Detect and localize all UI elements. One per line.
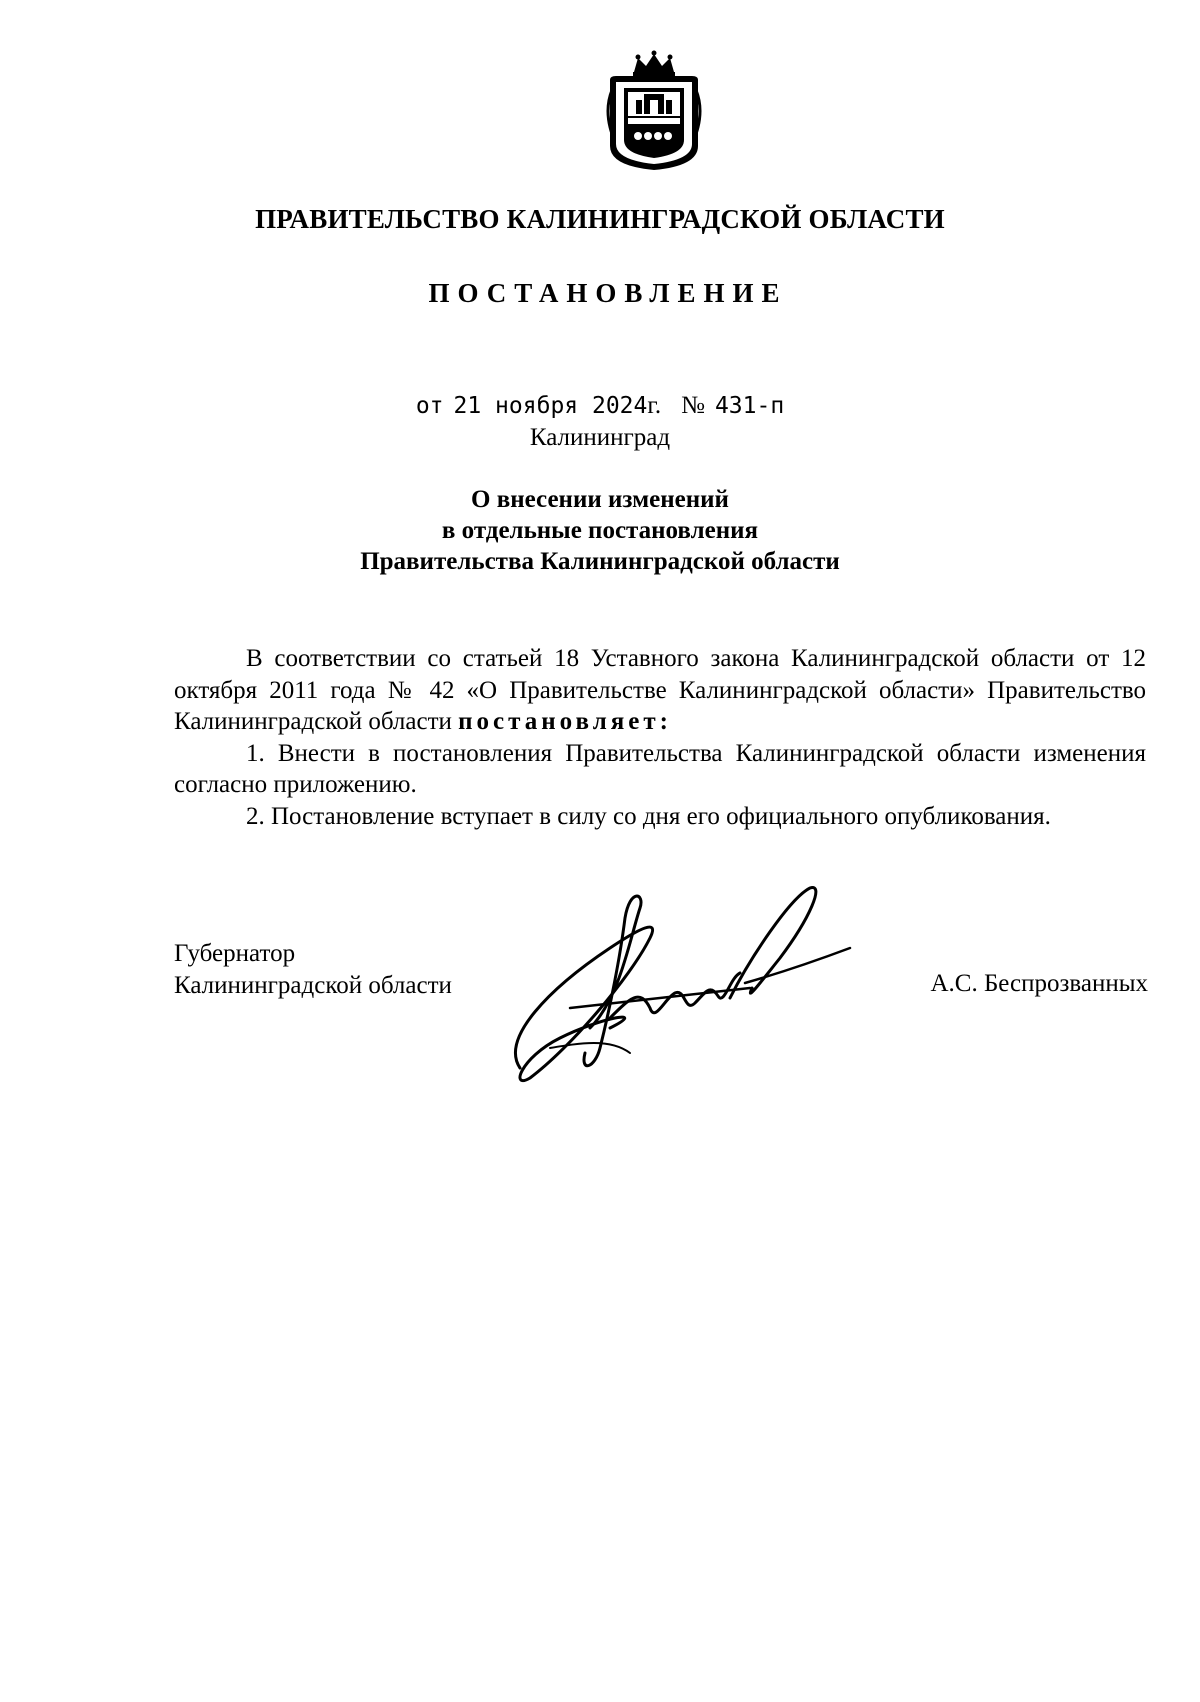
resolves-word: постановляет: (458, 708, 672, 735)
subject-line: О внесении изменений (471, 486, 729, 513)
document-subject (0, 484, 1200, 577)
position-line: Калининградской области (174, 972, 452, 999)
document-number: 431-п (714, 393, 785, 419)
coat-of-arms-icon (600, 50, 708, 172)
signatory-position (174, 938, 452, 1002)
organization-title: ПРАВИТЕЛЬСТВО КАЛИНИНГРАДСКОЙ ОБЛАСТИ (255, 204, 945, 234)
year-suffix: г. (647, 392, 662, 419)
position-line: Губернатор (174, 940, 296, 967)
date-prefix: от (415, 393, 444, 419)
signatory-name: А.С. Беспрозванных (930, 970, 1148, 997)
preamble-text: В соответствии со статьей 18 Уставного закона Калининградской области от 12 октября 2011 года № 42 «О Правительстве Калининградской области» Правительство Калининградской области (174, 645, 1146, 735)
body-paragraph-item-1: 1. Внести в постановления Правительства Калининградской области изменения согласно приложению. (174, 739, 1146, 798)
body-paragraph-preamble (174, 643, 1146, 738)
city-name: Калининград (529, 424, 671, 451)
document-type-title: ПОСТАНОВЛЕНИЕ (428, 278, 788, 308)
number-sign: № (681, 392, 705, 419)
document-date: 21 ноября 2024 (453, 393, 648, 419)
document-body (174, 643, 1146, 832)
subject-line: в отдельные постановления (441, 517, 759, 544)
subject-line: Правительства Калининградской области (360, 548, 840, 575)
body-paragraph-item-2: 2. Постановление вступает в силу со дня его официального опубликования. (246, 802, 1051, 830)
handwritten-signature (490, 878, 880, 1088)
date-number-line (0, 392, 1200, 420)
